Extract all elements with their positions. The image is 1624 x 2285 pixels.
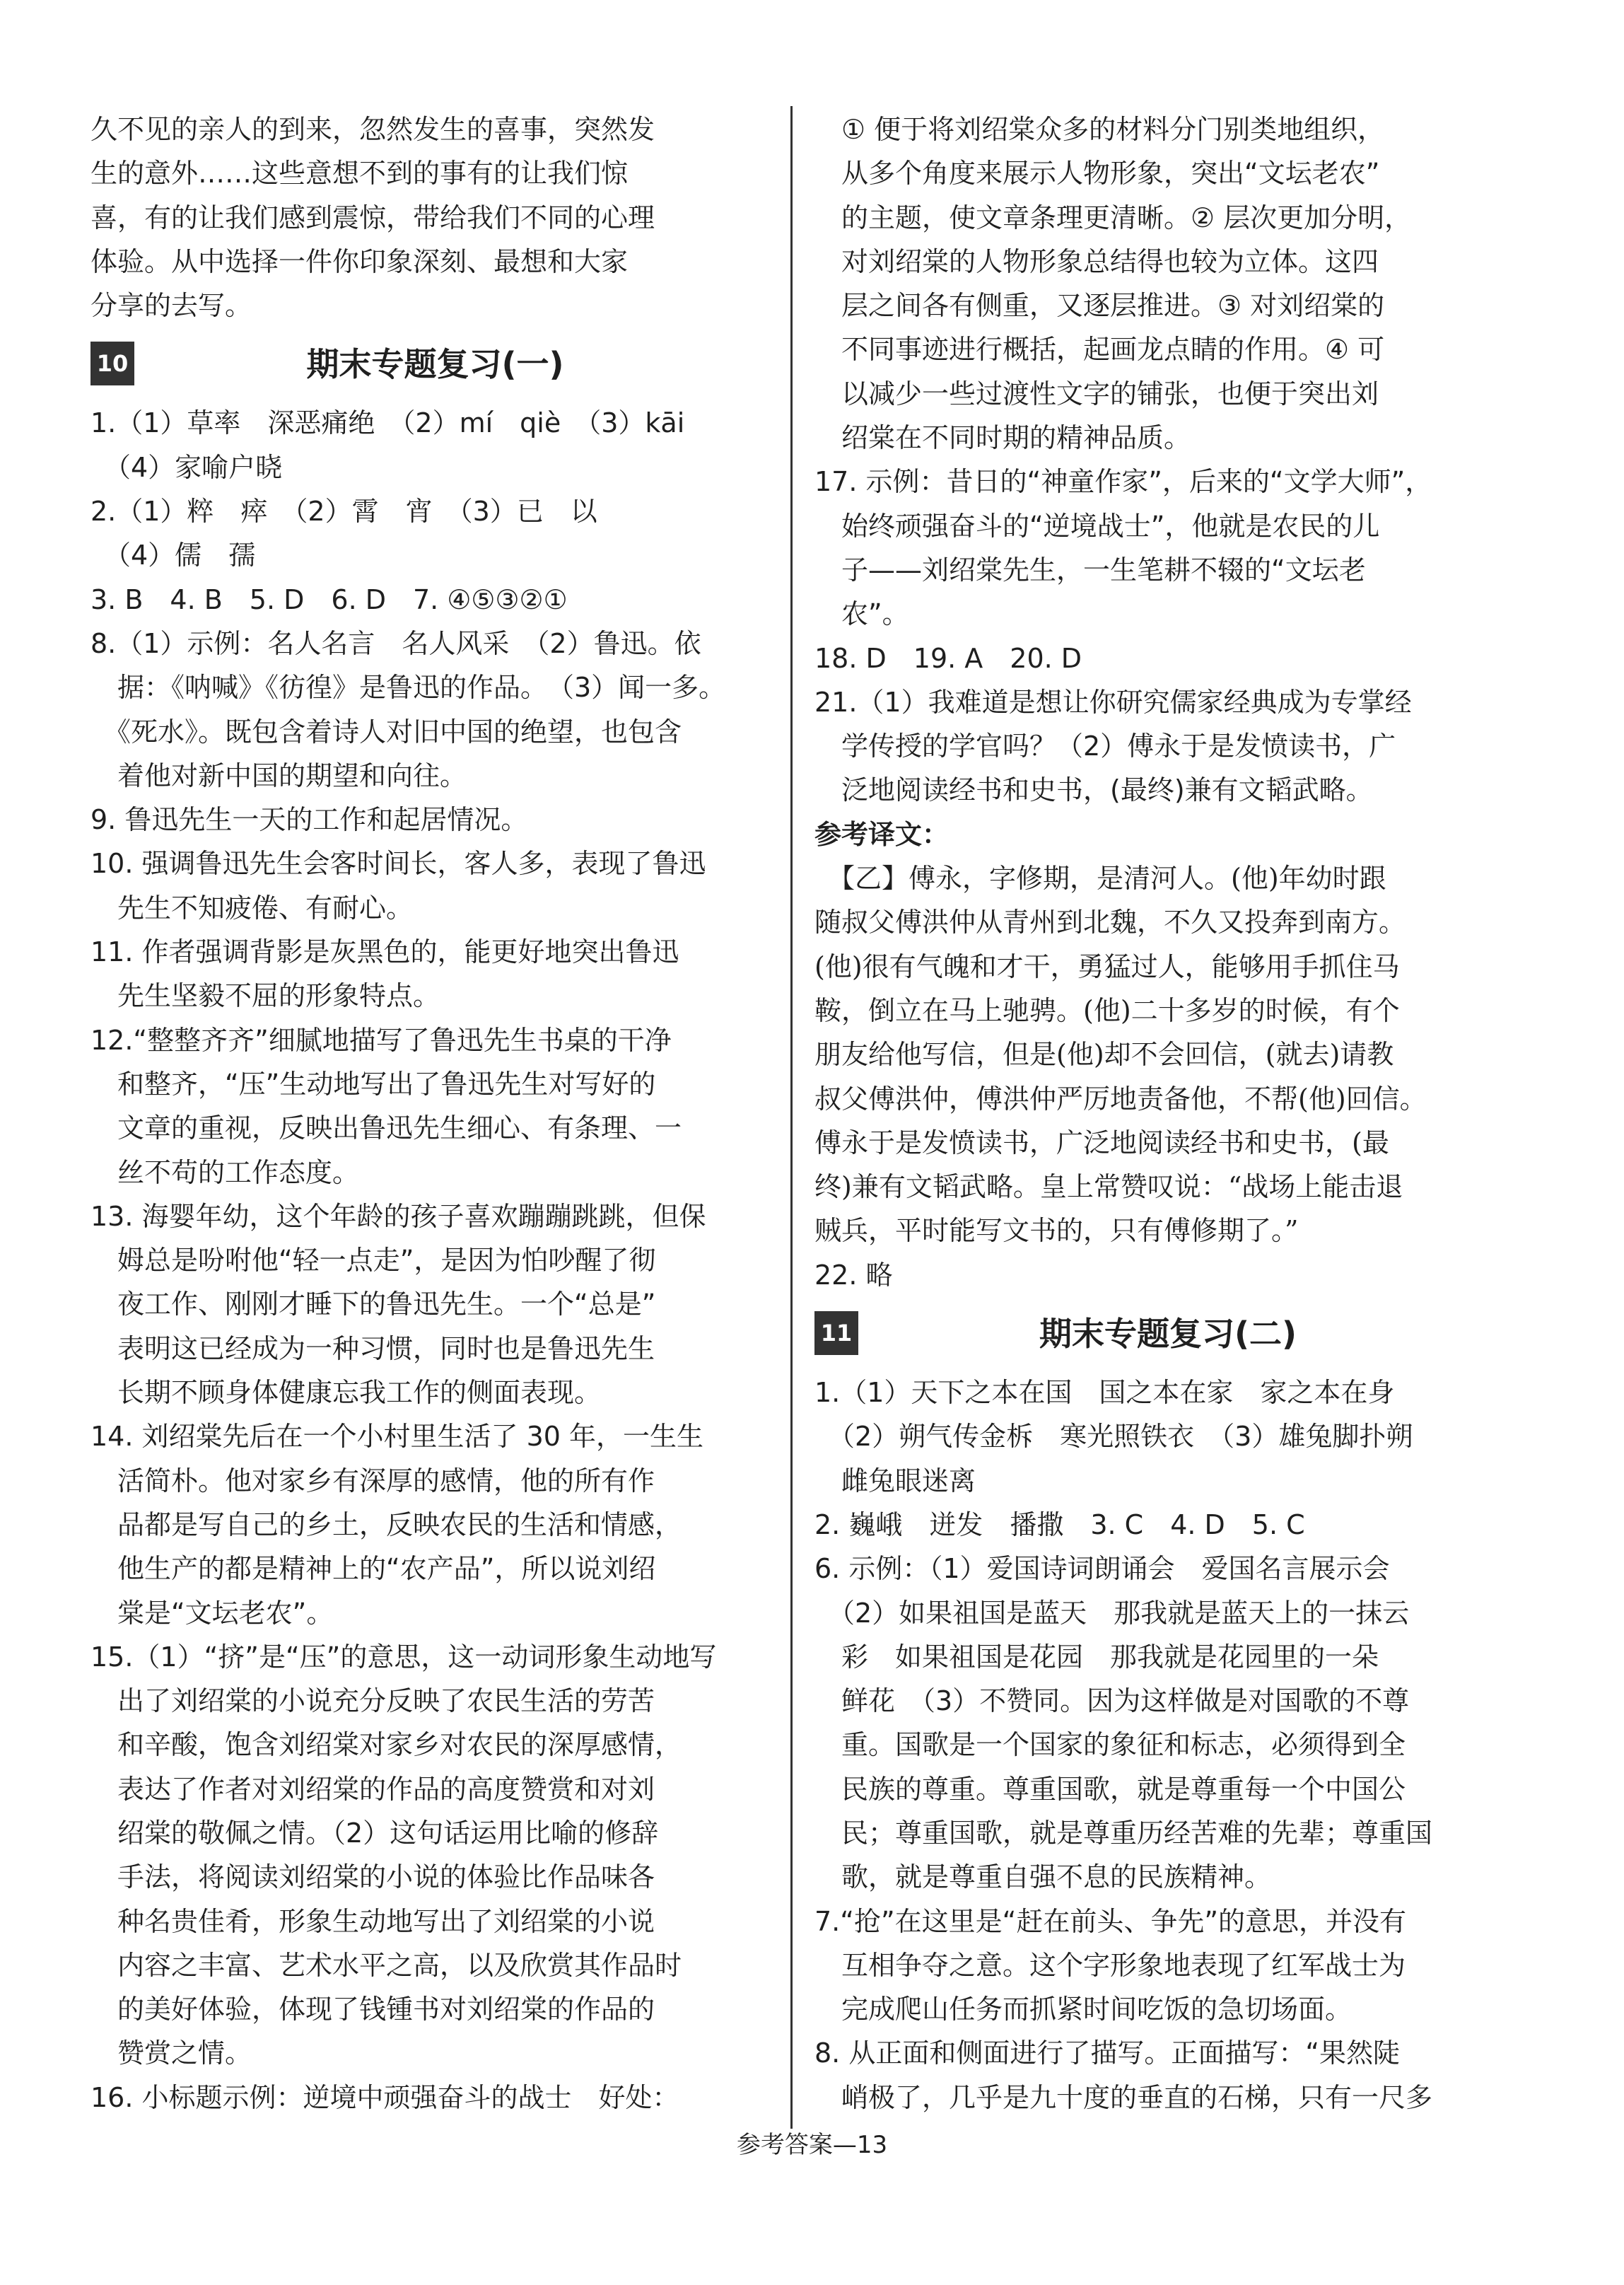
text-line: 手法，将阅读刘绍棠的小说的体验比作品味各 — [90, 1861, 655, 1893]
text-line: 峭极了，几乎是九十度的垂直的石梯，只有一尺多 — [814, 2081, 1433, 2113]
text-line: （4）家喻户晓 — [90, 451, 283, 483]
text-line: 7.“抢”在这里是“赶在前头、争先”的意思，并没有 — [814, 1905, 1407, 1937]
text-line: 表达了作者对刘绍棠的作品的高度赞赏和对刘 — [90, 1773, 655, 1805]
text-line: 内容之丰富、艺术水平之高，以及欣赏其作品时 — [90, 1949, 682, 1981]
reference-translation — [814, 856, 1493, 1253]
section-number-badge: 11 — [814, 1311, 858, 1355]
text-line: （2）朔气传金柝 寒光照铁衣 （3）雄兔脚扑朔 — [814, 1421, 1413, 1453]
text-line: （2）如果祖国是蓝天 那我就是蓝天上的一抹云 — [814, 1597, 1410, 1629]
text-line: 绍棠在不同时期的精神品质。 — [814, 422, 1191, 454]
text-line: 种名贵佳肴，形象生动地写出了刘绍棠的小说 — [90, 1905, 655, 1937]
text-line: 鞍，倒立在马上驰骋。(他)二十多岁的时候，有个 — [814, 994, 1400, 1026]
reference-translation-title: 参考译文： — [814, 818, 950, 850]
text-line: 11. 作者强调背影是灰黑色的，能更好地突出鲁迅 — [90, 936, 679, 968]
text-line: 和辛酸，饱含刘绍棠对家乡对农民的深厚感情， — [90, 1729, 682, 1761]
text-line: 1.（1）草率 深恶痛绝 （2）mí qiè （3）kāi — [90, 407, 685, 439]
text-line: 对刘绍棠的人物形象总结得也较为立体。这四 — [814, 245, 1379, 277]
answer-list — [814, 1371, 1493, 2120]
text-line: 12.“整整齐齐”细腻地描写了鲁迅先生书桌的干净 — [90, 1024, 672, 1056]
text-line: 品都是写自己的乡土，反映农民的生活和情感， — [90, 1508, 682, 1540]
text-line: 表明这已经成为一种习惯，同时也是鲁迅先生 — [90, 1332, 655, 1364]
text-line: 10. 强调鲁迅先生会客时间长，客人多，表现了鲁迅 — [90, 848, 706, 880]
text-line: 21.（1）我难道是想让你研究儒家经典成为专掌经 — [814, 686, 1412, 718]
text-line: 雌兔眼迷离 — [814, 1465, 976, 1496]
text-line: 丝不苟的工作态度。 — [90, 1156, 360, 1188]
text-line: 赞赏之情。 — [90, 2037, 252, 2069]
section-11-header — [814, 1300, 1493, 1368]
text-line: 鲜花 （3）不赞同。因为这样做是对国歌的不尊 — [814, 1685, 1410, 1717]
text-line: 据：《呐喊》《彷徨》是鲁迅的作品。 （3）闻一多。 — [90, 672, 726, 704]
text-line: 傅永于是发愤读书，广泛地阅读经书和史书，(最 — [814, 1127, 1389, 1158]
text-line: 泛地阅读经书和史书，(最终)兼有文韬武略。 — [814, 774, 1373, 806]
column-divider — [790, 106, 793, 2129]
text-line: 体验。从中选择一件你印象深刻、最想和大家 — [90, 245, 629, 277]
text-line: 17. 示例：昔日的“神童作家”，后来的“文学大师”， — [814, 466, 1432, 498]
text-line: 民族的尊重。尊重国歌，就是尊重每一个中国公 — [814, 1773, 1406, 1805]
text-line: 14. 刘绍棠先后在一个小村里生活了 30 年，一生生 — [90, 1421, 704, 1453]
text-line: 始终顽强奋斗的“逆境战士”，他就是农民的儿 — [814, 510, 1380, 542]
text-line: 他生产的都是精神上的“农产品”，所以说刘绍 — [90, 1553, 656, 1585]
text-line: 叔父傅洪仲，傅洪仲严厉地责备他，不帮(他)回信。 — [814, 1083, 1427, 1115]
text-line: 层之间各有侧重，又逐层推进。③ 对刘绍棠的 — [814, 290, 1385, 322]
text-line: 18. D 19. A 20. D — [814, 642, 1082, 674]
text-line: 文章的重视，反映出鲁迅先生细心、有条理、一 — [90, 1112, 682, 1144]
text-line: 1.（1）天下之本在国 国之本在家 家之本在身 — [814, 1377, 1395, 1409]
text-line: 子——刘绍棠先生，一生笔耕不辍的“文坛老 — [814, 554, 1366, 586]
text-line: 歌，就是尊重自强不息的民族精神。 — [814, 1861, 1272, 1893]
answer-list — [90, 401, 752, 2120]
text-line: 以减少一些过渡性文字的铺张，也便于突出刘 — [814, 378, 1379, 409]
left-column — [90, 107, 752, 2120]
section-title: 期末专题复习(一) — [306, 345, 564, 384]
text-line: 活简朴。他对家乡有深厚的感情，他的所有作 — [90, 1465, 655, 1496]
text-line: 3. B 4. B 5. D 6. D 7. ④⑤③②① — [90, 583, 568, 615]
text-line: 长期不顾身体健康忘我工作的侧面表现。 — [90, 1377, 602, 1409]
text-line: 学传授的学官吗？（2）傅永于是发愤读书，广 — [814, 731, 1396, 762]
text-line: 2.（1）粹 瘁 （2）霄 宵 （3）已 以 — [90, 496, 597, 528]
text-line: 民；尊重国歌，就是尊重历经苦难的先辈；尊重国 — [814, 1817, 1433, 1849]
text-line: 喜，有的让我们感到震惊，带给我们不同的心理 — [90, 202, 655, 233]
text-line: 的美好体验，体现了钱锺书对刘绍棠的作品的 — [90, 1994, 655, 2025]
text-line: 终)兼有文韬武略。皇上常赞叹说：“战场上能击退 — [814, 1171, 1403, 1203]
text-line: 出了刘绍棠的小说充分反映了农民生活的劳苦 — [90, 1685, 655, 1717]
text-line: 重。国歌是一个国家的象征和标志，必须得到全 — [814, 1729, 1406, 1761]
section-title: 期末专题复习(二) — [1039, 1315, 1297, 1354]
text-line: 8.（1）示例：名人名言 名人风采 （2）鲁迅。依 — [90, 627, 701, 659]
text-line: 绍棠的敬佩之情。（2）这句话运用比喻的修辞 — [90, 1817, 659, 1849]
text-line: 6. 示例：（1）爱国诗词朗诵会 爱国名言展示会 — [814, 1553, 1390, 1585]
text-line: （4）儒 孺 — [90, 540, 256, 571]
text-line: 农”。 — [814, 598, 909, 630]
answer-line: 22. 略 — [814, 1259, 893, 1291]
text-line: 不同事迹进行概括，起画龙点睛的作用。④ 可 — [814, 334, 1385, 366]
text-line: 互相争夺之意。这个字形象地表现了红军战士为 — [814, 1949, 1406, 1981]
text-line: 完成爬山任务而抓紧时间吃饭的急切场面。 — [814, 1994, 1353, 2025]
right-column — [814, 107, 1493, 2120]
text-line: 《死水》。既包含着诗人对旧中国的绝望，也包含 — [90, 716, 682, 748]
text-line: 彩 如果祖国是花园 那我就是花园里的一朵 — [814, 1641, 1379, 1673]
text-line: 15.（1）“挤”是“压”的意思，这一动词形象生动地写 — [90, 1641, 717, 1673]
text-line: 生的意外……这些意想不到的事有的让我们惊 — [90, 158, 629, 190]
text-line: 【乙】傅永，字修期，是清河人。(他)年幼时跟 — [814, 863, 1386, 895]
page-footer: 参考答案—13 — [736, 2131, 888, 2159]
text-line: 2. 巍峨 迸发 播撒 3. C 4. D 5. C — [814, 1508, 1305, 1540]
text-line: 和整齐，“压”生动地写出了鲁迅先生对写好的 — [90, 1068, 656, 1100]
text-line: 13. 海婴年幼，这个年龄的孩子喜欢蹦蹦跳跳，但保 — [90, 1200, 706, 1232]
intro-paragraph — [90, 107, 752, 327]
text-line: 贼兵，平时能写文书的，只有傅修期了。” — [814, 1215, 1299, 1247]
text-line: 8. 从正面和侧面进行了描写。正面描写：“果然陡 — [814, 2037, 1401, 2069]
text-line: 朋友给他写信，但是(他)却不会回信，(就去)请教 — [814, 1039, 1394, 1071]
text-line: 夜工作、刚刚才睡下的鲁迅先生。一个“总是” — [90, 1289, 656, 1320]
text-line: ① 便于将刘绍棠众多的材料分门别类地组织， — [814, 114, 1385, 145]
section-number-badge: 10 — [90, 342, 134, 385]
text-line: 16. 小标题示例：逆境中顽强奋斗的战士 好处： — [90, 2081, 679, 2113]
text-line: 棠是“文坛老农”。 — [90, 1597, 334, 1629]
answer-list — [814, 107, 1493, 813]
text-line: 的主题，使文章条理更清晰。② 层次更加分明， — [814, 202, 1412, 233]
text-line: 着他对新中国的期望和向往。 — [90, 760, 467, 791]
text-line: 先生不知疲倦、有耐心。 — [90, 892, 414, 924]
section-10-header — [90, 330, 752, 398]
text-line: 先生坚毅不屈的形象特点。 — [90, 980, 440, 1012]
text-line: 分享的去写。 — [90, 290, 252, 322]
text-line: 9. 鲁迅先生一天的工作和起居情况。 — [90, 804, 528, 836]
text-line: 随叔父傅洪仲从青州到北魏，不久又投奔到南方。 — [814, 907, 1406, 938]
text-line: 从多个角度来展示人物形象，突出“文坛老农” — [814, 158, 1380, 190]
text-line: 久不见的亲人的到来，忽然发生的喜事，突然发 — [90, 114, 655, 145]
text-line: (他)很有气魄和才干，勇猛过人，能够用手抓住马 — [814, 950, 1400, 982]
text-line: 姆总是吩咐他“轻一点走”，是因为怕吵醒了彻 — [90, 1245, 656, 1277]
